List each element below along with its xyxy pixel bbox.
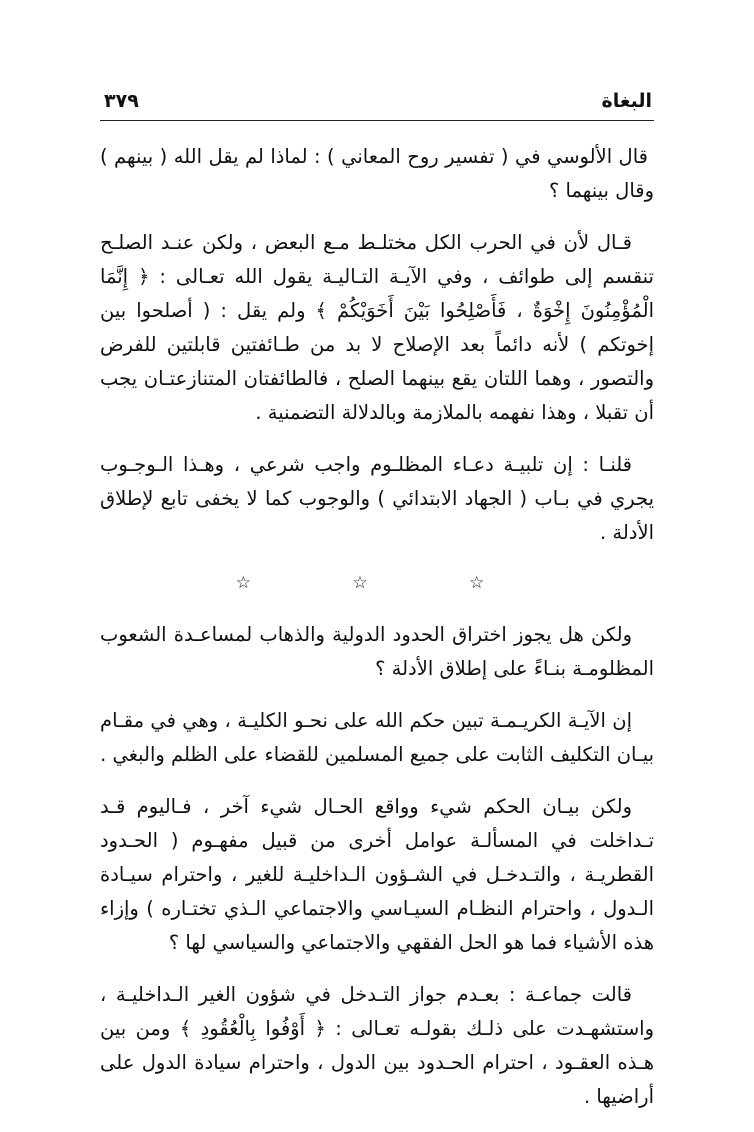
paragraph-verse-ruling: إن الآيـة الكريـمـة تبين حكم الله على نحـو الكليـة ، وهي في مقـام بيـان التكليف الثابت على جميع المسلمين للقضاء على الظلم والبغي . [100, 709, 654, 766]
paragraph-group-opinion: قالت جماعـة : بعـدم جواز التـدخل في شؤون الغير الـداخليـة ، واستشهـدت على ذلـك بقولـه تعـالى : ﴿ أَوْفُوا بِالْعُقُودِ ﴾ ومن بين هـذه العقـود ، احترام الحـدود بين الدول ، واحترام سيادة الدول على أراضيها . [100, 983, 654, 1108]
paragraph-alusi-question: قال الألوسي في ( تفسير روح المعاني ) : لماذا لم يقل الله ( بينهم ) وقال بينهما ؟ [100, 145, 654, 202]
paragraph-obligation: قلنـا : إن تلبيـة دعـاء المظلـوم واجب شرعي ، وهـذا الـوجـوب يجري في بـاب ( الجهاد الابتدائي ) والوجوب كما لا يخفى تابع لإطلاق الأدلة . [100, 453, 654, 544]
section-separator [100, 568, 654, 598]
star-icon: ☆ [352, 573, 402, 593]
paragraph-alusi-answer: قـال لأن في الحرب الكل مختلـط مـع البعض ، ولكن عنـد الصلـح تنقسم إلى طوائف ، وفي الآيـة التـاليـة يقول الله تعـالى : ﴿ إِنَّمَا الْمُؤْمِنُونَ إِخْوَةٌ ، فَأَصْلِحُوا بَيْنَ أَخَوَيْكُمْ ﴾ ولم يقل : ( أصلحوا بين إخوتكم ) لأنه دائماً بعد الإصلاح لا بد من طـائفتين قابلتين للفرض والتصور ، وهما اللتان يقع بينهما الصلح ، فالطائفتان المتنازعتـان يجب أن تقبلا ، وهذا نفهمه بالملازمة وبالدلالة التضمنية . [100, 231, 654, 424]
running-header [100, 86, 654, 121]
page-number: ٣٧٩ [104, 90, 139, 112]
paragraph-reality: ولكن بيـان الحكم شيء وواقع الحـال شيء آخر ، فـاليوم قـد تـداخلت في المسألـة عوامل أخرى من قبيل مفهـوم ( الحـدود القطريـة ، والتـدخـل في الشـؤون الـداخليـة للغير ، واحترام سيـادة الـدول ، واحترام النظـام السيـاسي والاجتماعي الـذي تختـاره ) وإزاء هذه الأشياء فما هو الحل الفقهي والاجتماعي والسياسي لها ؟ [100, 795, 654, 954]
paragraph-borders-question: ولكن هل يجوز اختراق الحدود الدولية والذهاب لمساعـدة الشعوب المظلومـة بنـاءً على إطلاق الأدلة ؟ [100, 623, 654, 680]
star-icon: ☆ [469, 573, 519, 593]
book-title: البغاة [601, 90, 652, 112]
body-text [100, 140, 654, 1132]
star-icon: ☆ [235, 573, 285, 593]
